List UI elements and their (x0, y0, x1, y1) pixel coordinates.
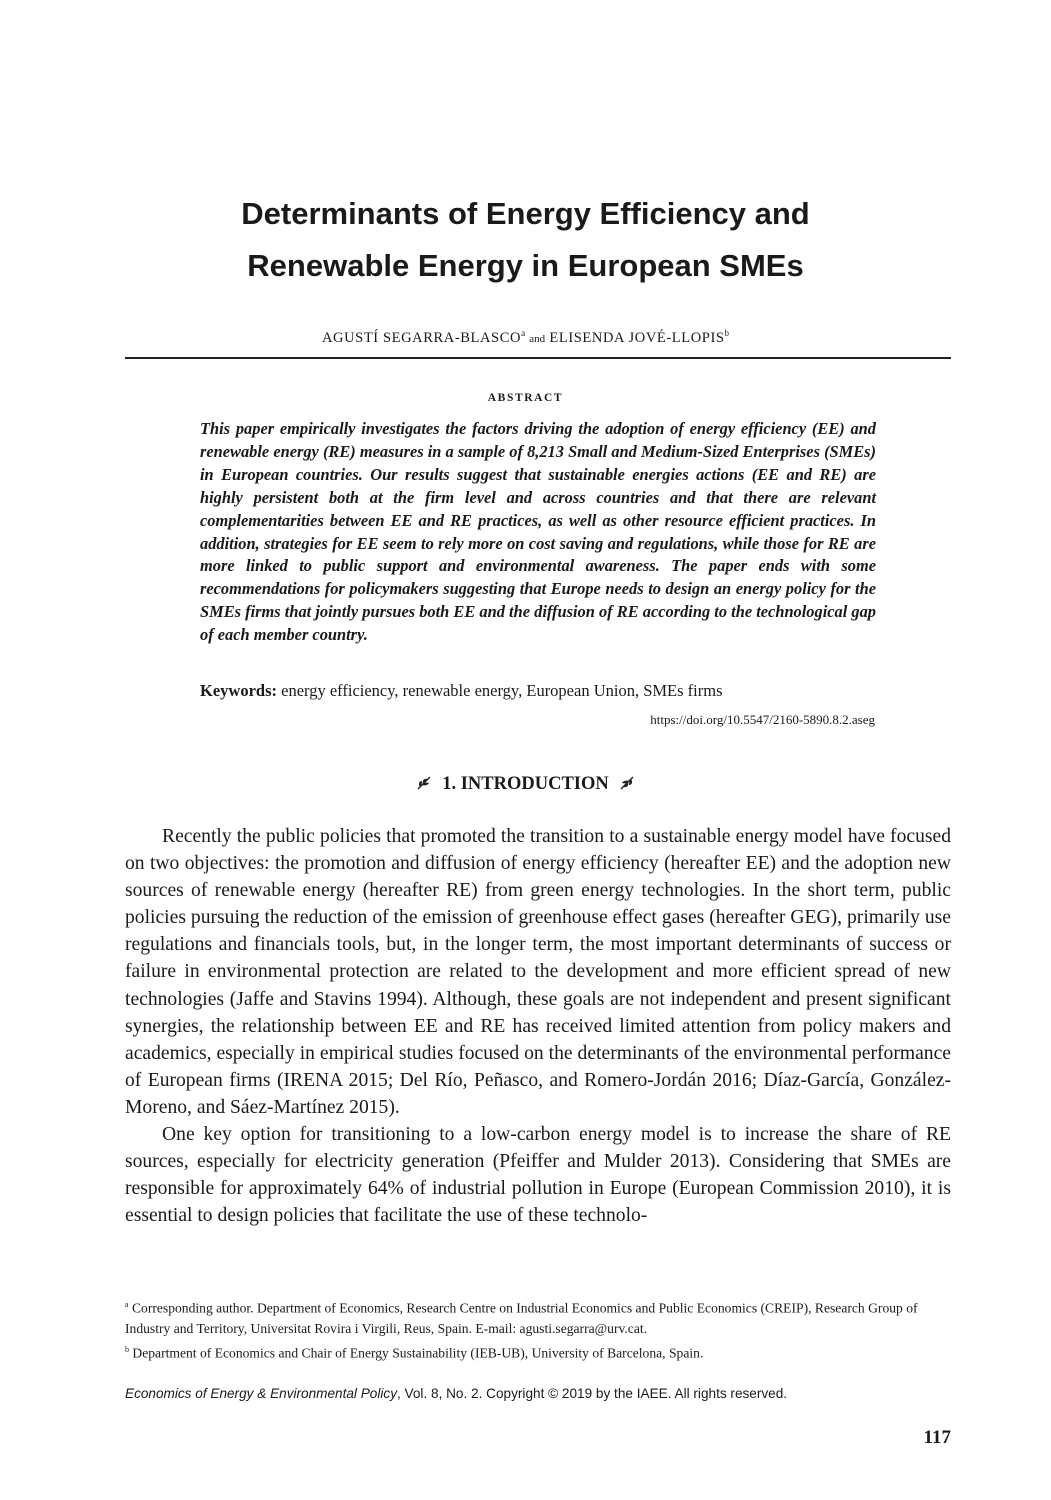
title-line-2: Renewable Energy in European SMEs (247, 248, 804, 283)
author-list (0, 328, 1051, 347)
section-heading (0, 774, 1051, 795)
journal-details: , Vol. 8, No. 2. Copyright © 2019 by the IAEE. All rights reserved. (397, 1386, 788, 1401)
leaf-ornament-left-icon (416, 775, 432, 791)
body-paragraph-2: One key option for transitioning to a low-carbon energy model is to increase the share of RE sources, especially for electricity generation (Pfeiffer and Mulder 2013). Considering that SMEs are responsible for approximately 64% of industrial pollution in Europe (European Commission 2010), it is essential to design policies that facilitate the use of these technolo- (125, 1124, 951, 1227)
abstract-text: This paper empirically investigates the factors driving the adoption of energy efficiency (EE) and renewable energy (RE) measures in a sample of 8,213 Small and Medium-Sized Enterprises (SMEs) in European countries. Our results suggest that sustainable energies actions (EE and RE) are highly persistent both at the firm level and across countries and that there are relevant complementarities between EE and RE practices, as well as other resource efficient practices. In addition, strategies for EE seem to rely more on cost saving and regulations, while those for RE are more linked to public support and environmental awareness. The paper ends with some recommendations for policymakers suggesting that Europe needs to design an energy policy for the SMEs firms that jointly pursues both EE and the diffusion of RE according to the technological gap of each member country. (200, 419, 876, 645)
footnote-a (125, 1295, 951, 1340)
journal-name: Economics of Energy & Environmental Policy (125, 1386, 397, 1401)
footnote-b (125, 1340, 951, 1364)
keywords-label: Keywords: (200, 681, 277, 700)
author-1: AGUSTÍ SEGARRA-BLASCO (321, 329, 522, 346)
author-2: ELISENDA JOVÉ-LLOPIS (549, 329, 725, 346)
footnote-a-mark: a (125, 1300, 129, 1309)
body-paragraph-1: Recently the public policies that promoted the transition to a sustainable energy model have focused on two objectives: the promotion and diffusion of energy efficiency (hereafter EE) and the adoption new sources of renewable energy (hereafter RE) from green energy technologies. In the short term, public policies pursuing the reduction of the emission of greenhouse effect gases (hereafter GEG), primarily use regulations and financials tools, but, in the longer term, the most important determinants of success or failure in environmental protection are related to the development and more efficient spread of new technologies (Jaffe and Stavins 1994). Although, these goals are not independent and present significant synergies, the relationship between EE and RE has received limited attention from policy makers and academics, especially in empirical studies focused on the determinants of the environmental performance of European firms (IRENA 2015; Del Río, Peñasco, and Romero-Jordán 2016; Díaz-García, González-Moreno, and Sáez-Martínez 2015). (125, 826, 951, 1118)
author-conjunction: and (529, 332, 546, 345)
body-text (125, 823, 951, 1229)
keywords-value: energy efficiency, renewable energy, European Union, SMEs firms (281, 681, 723, 700)
journal-citation (125, 1386, 951, 1401)
footnote-b-mark: b (125, 1344, 129, 1354)
page-number: 117 (923, 1427, 951, 1448)
section-heading-text: 1. INTRODUCTION (442, 774, 609, 794)
footnotes (125, 1295, 951, 1364)
leaf-ornament-right-icon (619, 775, 635, 791)
abstract-heading: ABSTRACT (487, 392, 564, 404)
footnote-a-text: Corresponding author. Department of Economics, Research Centre on Industrial Economics and Public Economics (CREIP), Research Group of Industry and Territory, Universitat Rovira i Virgili, Reus, Spain. E-mail: agusti.segarra@urv.cat. (125, 1300, 918, 1337)
keywords (200, 680, 880, 702)
author-1-affiliation-mark: a (521, 328, 526, 338)
author-2-affiliation-mark: b (724, 328, 730, 338)
title-line-1: Determinants of Energy Efficiency and (241, 196, 810, 231)
doi-link[interactable]: https://doi.org/10.5547/2160-5890.8.2.aseg (650, 712, 875, 727)
paper-title (0, 188, 1051, 292)
header-divider (125, 357, 951, 359)
footnote-b-text: Department of Economics and Chair of Energy Sustainability (IEB-UB), University of Barcelona, Spain. (132, 1345, 704, 1361)
